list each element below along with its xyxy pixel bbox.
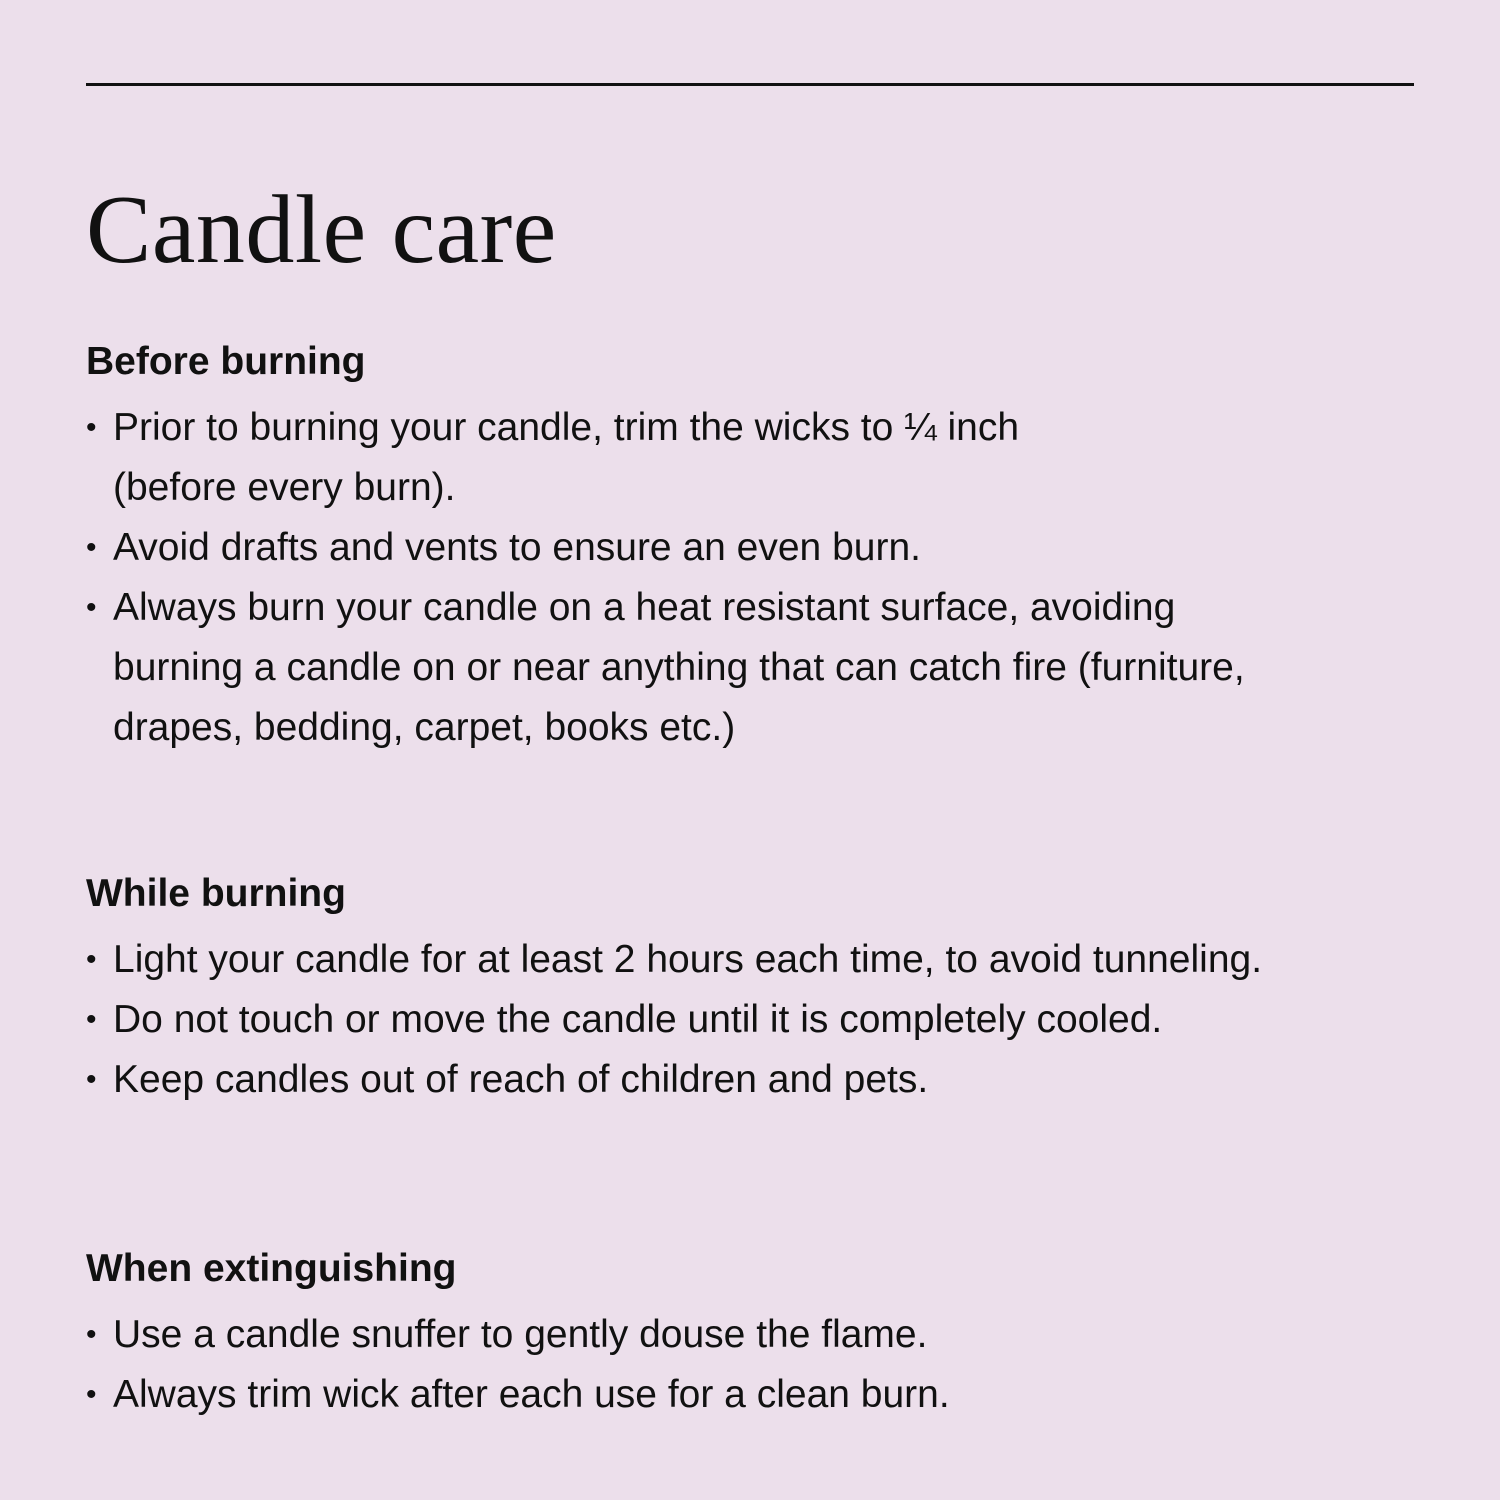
list-item-text: Prior to burning your candle, trim the wicks to ¼ inch (before every burn).	[113, 406, 1020, 509]
section-while-burning	[86, 869, 1446, 1110]
list-item	[86, 930, 1446, 990]
list-item-text: Always burn your candle on a heat resistant surface, avoiding burning a candle on or near anything that can catch fire (furniture, drapes, bedding, carpet, books etc.)	[113, 586, 1245, 749]
top-divider	[86, 83, 1414, 86]
section-heading: While burning	[86, 872, 346, 915]
list-item	[86, 1050, 1446, 1110]
list-item	[86, 1305, 1446, 1365]
bullet-icon: •	[86, 531, 97, 564]
bullet-icon: •	[86, 1063, 97, 1096]
page-title: Candle care	[86, 176, 557, 284]
bullet-icon: •	[86, 411, 97, 444]
bullet-icon: •	[86, 1318, 97, 1351]
bullet-icon: •	[86, 1003, 97, 1036]
bullet-icon: •	[86, 943, 97, 976]
section-heading: When extinguishing	[86, 1247, 457, 1290]
list-item-text: Do not touch or move the candle until it is completely cooled.	[113, 998, 1163, 1041]
list-item-text: Use a candle snuffer to gently douse the flame.	[113, 1313, 928, 1356]
list-item-text: Always trim wick after each use for a clean burn.	[113, 1373, 950, 1416]
bullet-list	[86, 930, 1446, 1110]
section-before-burning	[86, 337, 1446, 758]
list-item-text: Avoid drafts and vents to ensure an even burn.	[113, 526, 921, 569]
bullet-icon: •	[86, 591, 97, 624]
section-when-extinguishing	[86, 1244, 1446, 1425]
section-heading: Before burning	[86, 340, 366, 383]
bullet-list	[86, 398, 1446, 758]
list-item-text: Light your candle for at least 2 hours each time, to avoid tunneling.	[113, 938, 1263, 981]
list-item-text: Keep candles out of reach of children and pets.	[113, 1058, 929, 1101]
bullet-icon: •	[86, 1378, 97, 1411]
list-item	[86, 518, 1446, 578]
bullet-list	[86, 1305, 1446, 1425]
list-item	[86, 1365, 1446, 1425]
list-item	[86, 990, 1446, 1050]
list-item	[86, 398, 1446, 518]
list-item	[86, 578, 1446, 758]
